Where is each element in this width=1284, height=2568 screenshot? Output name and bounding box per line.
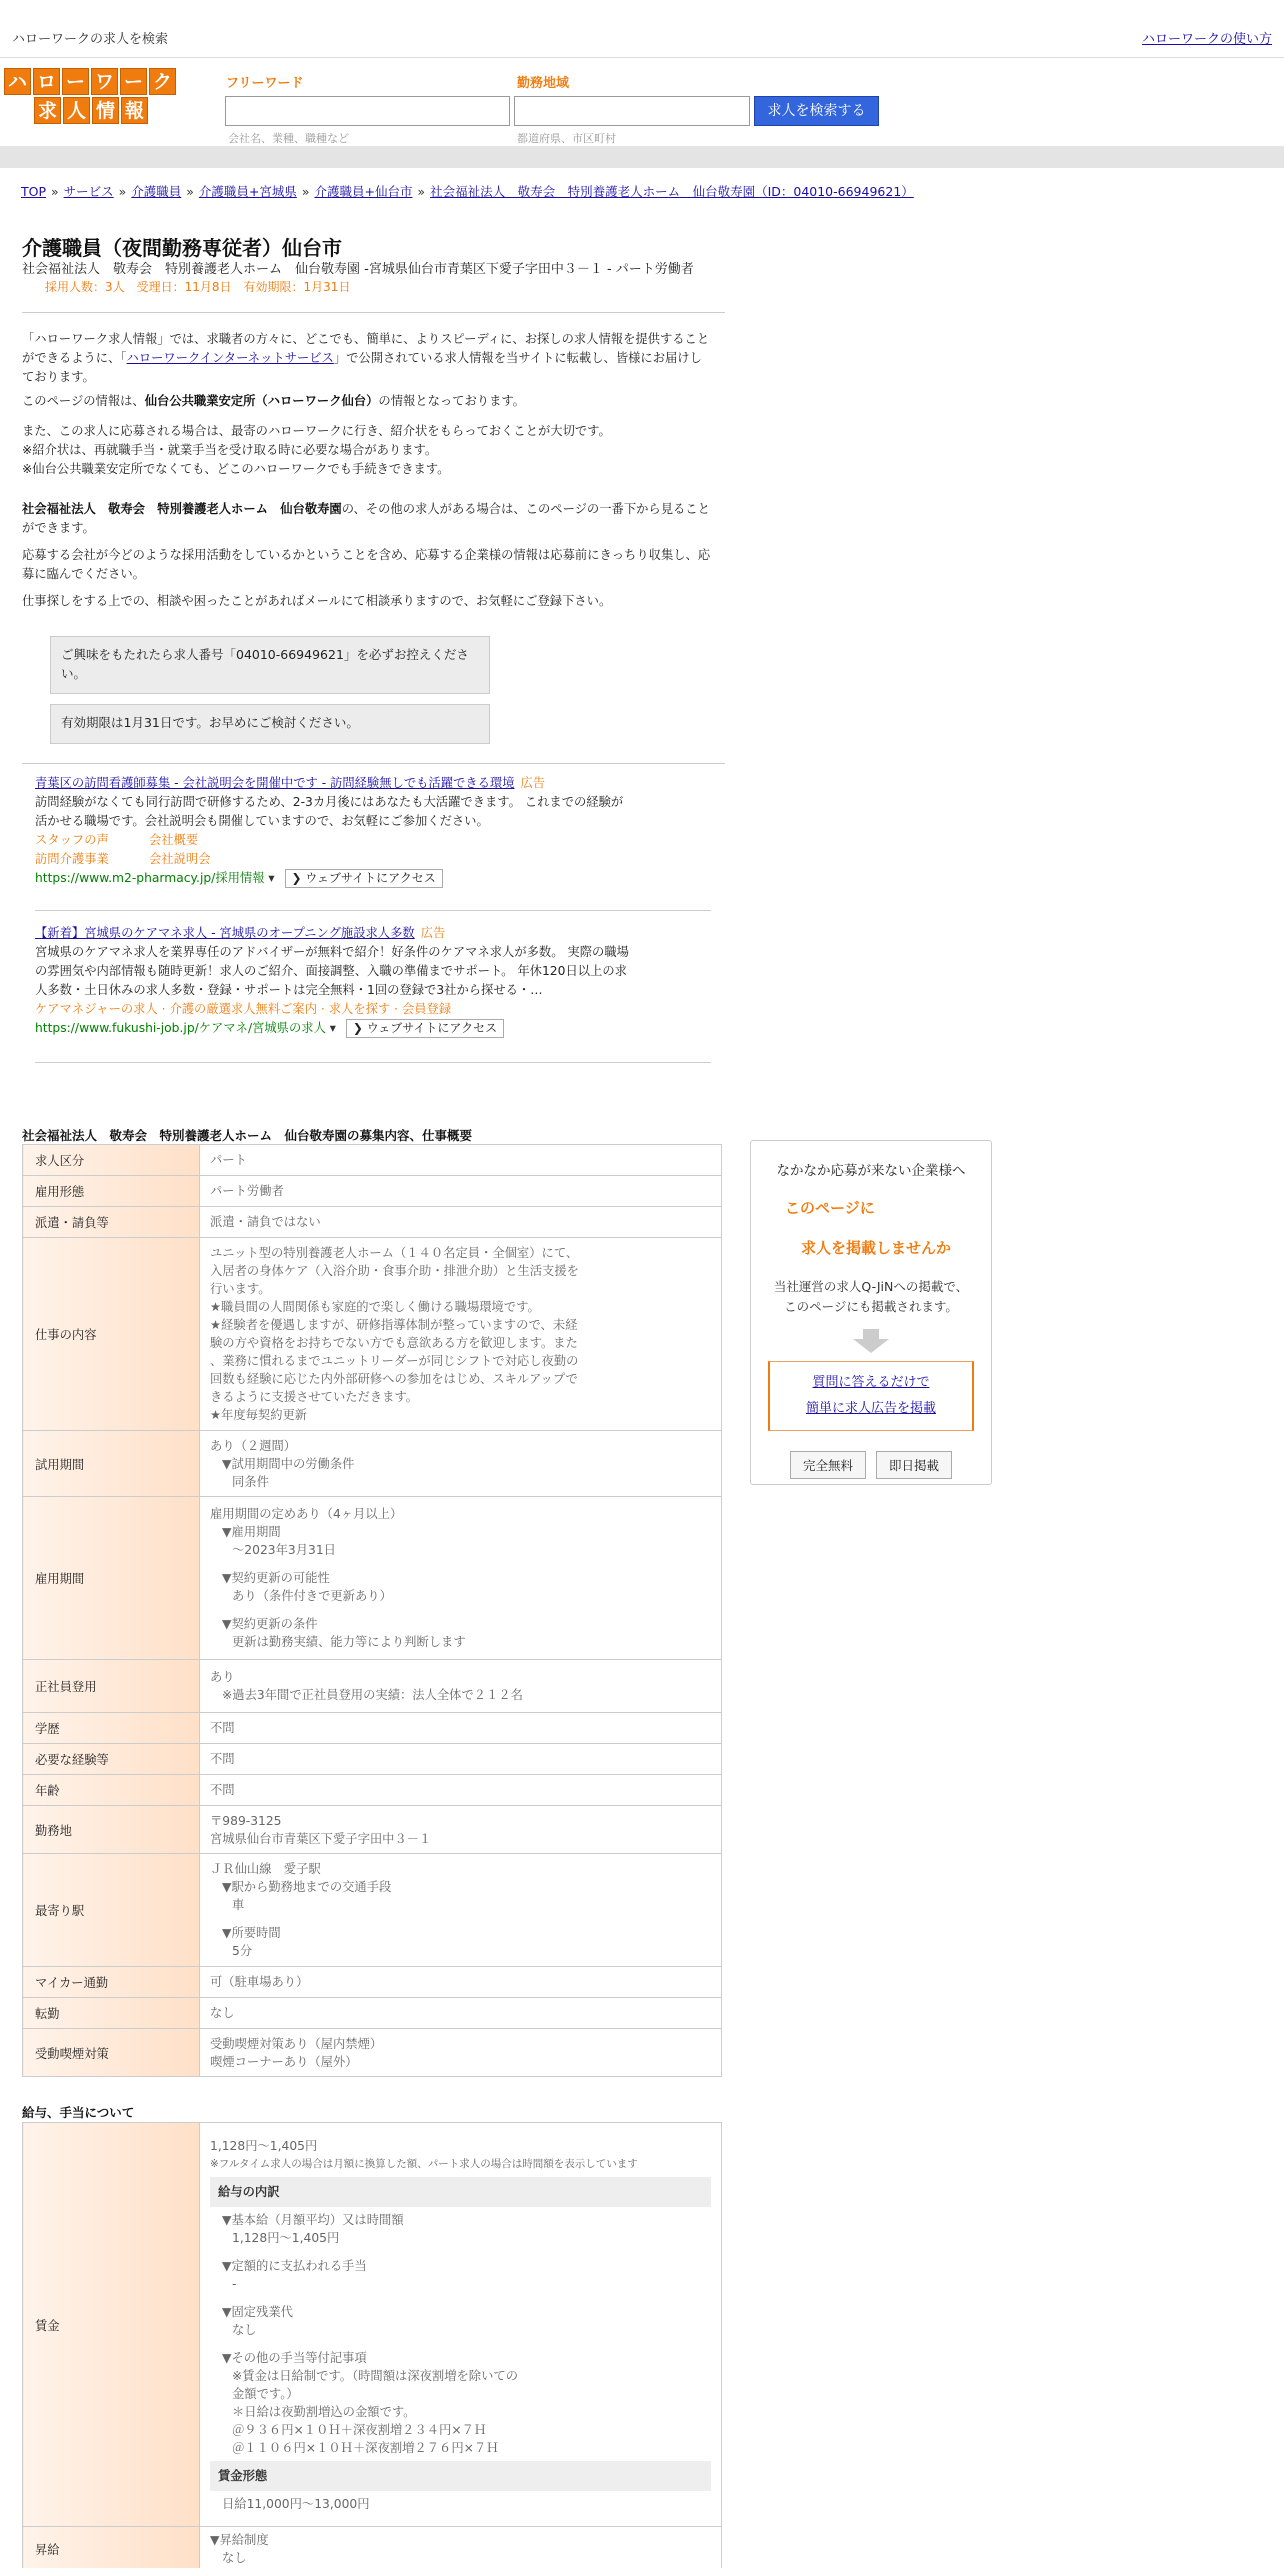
recruit-ad-panel: [750, 1140, 992, 1485]
text-line: ▼固定残業代: [222, 2304, 293, 2319]
table-row: [23, 2527, 722, 2568]
table-row: [23, 1176, 722, 1207]
table-row: [23, 1744, 722, 1775]
text-line: ★職員間の人間関係も家庭的で楽しく働ける職場環境です。: [210, 1300, 540, 1314]
row-value: 不問: [200, 1775, 722, 1806]
row-label: 転勤: [23, 1998, 200, 2029]
intro-text: このページの情報は、: [22, 394, 145, 408]
table-row: [23, 1854, 722, 1967]
table-row: [23, 1660, 722, 1713]
text-line: ▼試用期間中の労働条件: [222, 1456, 355, 1471]
text-line: ★年度毎契約更新: [210, 1408, 308, 1422]
row-label: 年齢: [23, 1775, 200, 1806]
text-line: 〜2023年3月31日: [232, 1543, 336, 1557]
logo-char: ロ: [33, 68, 60, 95]
row-value: 不問: [200, 1744, 722, 1775]
row-value: 派遣・請負ではない: [200, 1207, 722, 1238]
table-row: [23, 1497, 722, 1660]
post-job-link[interactable]: 質問に答えるだけで: [812, 1375, 930, 1390]
breadcrumb-link[interactable]: 介護職員: [131, 184, 182, 199]
text-line: 車: [232, 1898, 245, 1912]
ad-body: 宮城県のケアマネ求人を業界専任のアドバイザーが無料で紹介！好条件のケアマネ求人が多数。 実際の職場の雰囲気や内部情報も随時更新！求人のご紹介、面接調整、入職の準備までサポート。 年休120日以上の求人多数・土日休みの求人多数・登録・サポートは完全無料・1回の登録で3社から探せる・…: [35, 945, 629, 997]
site-tagline: ハローワークの求人を検索: [12, 32, 169, 47]
ad-title-link[interactable]: 青葉区の訪問看護師募集 - 会社説明会を開催中です - 訪問経験無しでも活躍できる環境: [35, 776, 515, 790]
panel-description: [751, 1277, 991, 1317]
down-arrow-icon: [853, 1329, 889, 1353]
text-line: 日給11,000円〜13,000円: [222, 2496, 370, 2511]
table-row: [23, 2123, 722, 2527]
breadcrumb: TOP » サービス » 介護職員 » 介護職員+宮城県 » 介護職員+仙台市 » 社会福祉法人 敬寿会 特別養護老人ホーム 仙台敬寿園（ID：04010-66949621）: [21, 184, 914, 199]
office-name: 仙台公共職業安定所（ハローワーク仙台）: [144, 394, 379, 408]
text-line: ▼所要時間: [222, 1926, 281, 1940]
expiry-notice: 有効期限は1月31日です。お早めにご検討ください。: [50, 704, 490, 744]
panel-catch: 求人を掲載しませんか: [801, 1239, 952, 1257]
row-label: 仕事の内容: [23, 1238, 200, 1431]
text-line: 喫煙コーナーあり（屋外）: [210, 2054, 358, 2069]
logo-char: 人: [63, 97, 90, 124]
source-paragraph: [22, 392, 712, 411]
visit-website-button[interactable]: ❯ ウェブサイトにアクセス: [346, 1019, 504, 1038]
visit-website-button[interactable]: ❯ ウェブサイトにアクセス: [285, 869, 443, 888]
text-line: ＪＲ仙山線 愛子駅: [210, 1862, 321, 1876]
text-line: ▼契約更新の可能性: [222, 1571, 330, 1585]
ad-block: 【新着】宮城県のケアマネ求人 - 宮城県のオープニング施設求人多数 広告 宮城県のケアマネ求人を業界専任のアドバイザーが無料で紹介！好条件のケアマネ求人が多数。 実際の職場の雰囲気や内部情報も随時更新！求人のご紹介、面接調整、入職の準備までサポート。 年休120日以上の求人多数・土日休みの求人多数・登録・サポートは完全無料・1回の登録で3社から探せる・… ケアマネジャーの求人 · 介護の厳選求人無料ご案内 · 求人を探す · 会員登録 https://www.fukushi-job.jp/ケアマネ/宮城県の求人 ▾ ❯ ウェブサイトにアクセス: [35, 924, 635, 1038]
row-value: パート労働者: [200, 1176, 722, 1207]
breadcrumb-link[interactable]: サービス: [63, 184, 114, 199]
row-label: 求人区分: [23, 1145, 200, 1176]
salary-breakdown-heading: 給与の内訳: [210, 2177, 711, 2207]
breadcrumb-current[interactable]: 社会福祉法人 敬寿会 特別養護老人ホーム 仙台敬寿園（ID：04010-66949621）: [430, 184, 914, 199]
text-line: 同条件: [232, 1474, 269, 1489]
row-value: パート: [200, 1145, 722, 1176]
salary-note: ※フルタイム求人の場合は月額に換算した額、パート求人の場合は時間額を表示しています: [210, 2157, 638, 2170]
post-job-link[interactable]: 簡単に求人広告を掲載: [805, 1401, 936, 1416]
job-overview-table: [22, 1144, 722, 2077]
table-row: [23, 1145, 722, 1176]
text-line: 回数も経験に応じた内外部研修への参加をはじめ、スキルアップで: [210, 1372, 578, 1386]
row-label: 派遣・請負等: [23, 1207, 200, 1238]
text-line: ▼定額的に支払われる手当: [222, 2258, 367, 2273]
area-hint: 都道府県、市区町村: [517, 132, 616, 145]
logo-char: ハ: [4, 68, 31, 95]
logo-char: ー: [62, 68, 89, 95]
text-line: ★経験者を優遇しますが、研修指導体制が整っていますので、未経: [210, 1318, 578, 1332]
ad-block: 青葉区の訪問看護師募集 - 会社説明会を開催中です - 訪問経験無しでも活躍できる環境 広告 訪問経験がなくても同行訪問で研修するため、2-3カ月後にはあなたも大活躍できます。 これまでの経験が活かせる職場です。会社説明会も開催していますので、お気軽にご参加ください。 スタッフの声 会社概要 訪問介護事業 会社説明会 https://www.m2-pharmacy.jp/採用情報 ▾ ❯ ウェブサイトにアクセス: [35, 774, 635, 888]
row-value: [200, 1431, 722, 1497]
top-bar: [0, 0, 1284, 58]
row-label: 受動喫煙対策: [23, 2029, 200, 2077]
table-row: [23, 2029, 722, 2077]
table-row: [23, 1775, 722, 1806]
freeword-label: フリーワード: [226, 76, 304, 91]
divider: [35, 1062, 711, 1063]
text-line: 験の方や資格をお持ちでない方でも意欲ある方を歓迎します。また: [210, 1336, 578, 1350]
freeword-input[interactable]: [225, 96, 510, 126]
text-line: ▼昇給制度: [210, 2533, 269, 2547]
text-line: ユニット型の特別養護老人ホーム（１４０名定員・全個室）にて、: [210, 1246, 579, 1260]
ad-sitelink[interactable]: スタッフの声: [35, 833, 109, 847]
help-link[interactable]: ハローワークの使い方: [1141, 32, 1272, 47]
divider: [22, 312, 725, 313]
intro-paragraph: [22, 330, 712, 387]
intro-text: の情報となっております。: [378, 394, 525, 408]
salary-title: 給与、手当について: [22, 2105, 135, 2120]
header-divider: [0, 146, 1284, 168]
text-line: きるように支援させていただきます。: [210, 1390, 419, 1404]
panel-heading: なかなか応募が来ない企業様へ: [776, 1163, 966, 1179]
table-row: [23, 1713, 722, 1744]
job-meta: 採用人数：3人 受理日：11月8日 有効期限：1月31日: [45, 280, 351, 294]
post-job-cta: [768, 1361, 974, 1431]
text-line: あり（条件付きで更新あり）: [232, 1589, 392, 1603]
ad-sitelink[interactable]: 会社概要: [149, 833, 199, 847]
row-label: 賃金: [23, 2123, 200, 2527]
other-jobs-paragraph: [22, 500, 712, 538]
row-value: [200, 2123, 722, 2527]
search-button[interactable]: 求人を検索する: [754, 96, 879, 126]
intro-text: 」で公開されている求人情報を当サイトに転載し、皆様にお届けしております。: [22, 351, 702, 384]
row-value: [200, 1660, 722, 1713]
job-subtitle: 社会福祉法人 敬寿会 特別養護老人ホーム 仙台敬寿園 -宮城県仙台市青葉区下愛子字田中３－１ - パート労働者: [22, 262, 694, 277]
row-label: マイカー通勤: [23, 1967, 200, 1998]
row-label: 勤務地: [23, 1806, 200, 1854]
logo-char: ー: [120, 68, 147, 95]
text-line: 更新は勤務実績、能力等により判断します: [232, 1635, 466, 1649]
company-name: 社会福祉法人 敬寿会 特別養護老人ホーム 仙台敬寿園: [22, 502, 342, 516]
search-header: [0, 58, 1284, 146]
logo-char: 求: [34, 97, 61, 124]
text-line: このページにも掲載されます。: [784, 1299, 958, 1314]
text-line: 入居者の身体ケア（入浴介助・食事介助・排泄介助）と生活支援を: [210, 1264, 579, 1278]
text-line: 宮城県仙台市青葉区下愛子字田中３－１: [210, 1831, 432, 1846]
breadcrumb-link[interactable]: 介護職員+宮城県: [198, 184, 297, 199]
logo-char: ワ: [91, 68, 118, 95]
row-value: なし: [200, 1998, 722, 2029]
logo-char: 報: [121, 97, 148, 124]
row-label: 試用期間: [23, 1431, 200, 1497]
panel-catch: このページに: [785, 1199, 875, 1217]
row-label: 最寄り駅: [23, 1854, 200, 1967]
ad-url[interactable]: https://www.m2-pharmacy.jp/採用情報: [35, 871, 265, 885]
row-label: 必要な経験等: [23, 1744, 200, 1775]
hellowork-internet-link[interactable]: ハローワークインターネットサービス: [126, 351, 334, 365]
ad-title-link[interactable]: 【新着】宮城県のケアマネ求人 - 宮城県のオープニング施設求人多数: [35, 926, 415, 940]
table-row: [23, 1431, 722, 1497]
page-title: 介護職員（夜間勤務専従者）仙台市: [22, 236, 342, 260]
table-row: [23, 1806, 722, 1854]
row-value: [200, 1854, 722, 1967]
table-row: [23, 1967, 722, 1998]
advice-paragraph: 応募する会社が今どのような採用活動をしているかということを含め、応募する企業様の情報は応募前にきっちり収集し、応募に臨んでください。: [22, 548, 711, 581]
same-day-badge-button[interactable]: 即日掲載: [876, 1451, 952, 1479]
intro-text: また、この求人に応募される場合は、最寄のハローワークに行き、紹介状をもらっておくことが大切です。: [22, 424, 611, 438]
row-value: [200, 2527, 722, 2568]
freeword-hint: 会社名、業種、職種など: [228, 132, 349, 145]
text-line: ▼雇用期間: [222, 1525, 281, 1539]
row-value: [200, 2029, 722, 2077]
breadcrumb-link[interactable]: 介護職員+仙台市: [314, 184, 413, 199]
text-line: 5分: [232, 1944, 253, 1958]
area-label: 勤務地域: [517, 76, 570, 91]
consult-paragraph: 仕事探しをする上での、相談や困ったことがあればメールにて相談承りますので、お気軽にご登録下さい。: [22, 594, 612, 608]
ad-sitelinks: [35, 850, 635, 869]
row-value: [200, 1238, 722, 1431]
row-label: 正社員登用: [23, 1660, 200, 1713]
text-line: ※賃金は日給制です。（時間額は深夜割増を除いての: [232, 2368, 518, 2383]
logo-char: ク: [149, 68, 176, 95]
area-input[interactable]: [514, 96, 750, 126]
text-line: なし: [232, 2322, 257, 2337]
referral-paragraph: [22, 422, 712, 479]
text-line: -: [232, 2276, 237, 2291]
row-value: [200, 1497, 722, 1660]
breadcrumb-link[interactable]: TOP: [21, 184, 47, 199]
table-row: [23, 1998, 722, 2029]
text-line: ▼駅から勤務地までの交通手段: [222, 1880, 392, 1894]
text-line: ＊日給は夜勤割増込の金額です。: [232, 2404, 416, 2419]
text-line: 受動喫煙対策あり（屋内禁煙）: [210, 2036, 383, 2051]
text-line: ＠１１０６円×１０Ｈ＋深夜割増２７６円×７Ｈ: [232, 2440, 499, 2455]
text-line: ▼基本給（月額平均）又は時間額: [222, 2212, 404, 2227]
text-line: 、業務に慣れるまでユニットリーダーが同じシフトで対応し夜勤の: [210, 1354, 579, 1368]
row-label: 学歴: [23, 1713, 200, 1744]
text-line: ※過去3年間で正社員登用の実績：法人全体で２１２名: [222, 1688, 523, 1702]
text-line: 行います。: [210, 1282, 271, 1296]
job-number-notice: ご興味をもたれたら求人番号「04010-66949621」を必ずお控えください。: [50, 636, 490, 694]
ad-sitelinks[interactable]: ケアマネジャーの求人 · 介護の厳選求人無料ご案内 · 求人を探す · 会員登録: [35, 1002, 452, 1016]
ad-tag: 広告: [520, 776, 546, 790]
divider: [35, 910, 711, 911]
text-line: あり（２週間）: [210, 1438, 297, 1453]
ad-tag: 広告: [420, 926, 446, 940]
row-label: 昇給: [23, 2527, 200, 2568]
text-line: 当社運営の求人Q-JiNへの掲載で、: [773, 1279, 969, 1294]
hellowork-logo[interactable]: [4, 68, 180, 126]
text-line: なし: [222, 2551, 247, 2565]
divider: [22, 763, 725, 764]
text-line: 金額です。）: [232, 2386, 299, 2401]
table-row: [23, 1238, 722, 1431]
ad-body: 訪問経験がなくても同行訪問で研修するため、2-3カ月後にはあなたも大活躍できます。 これまでの経験が活かせる職場です。会社説明会も開催していますので、お気軽にご参加ください。: [35, 795, 624, 828]
salary-table: [22, 2122, 722, 2568]
text-line: 雇用期間の定めあり（4ヶ月以上）: [210, 1507, 403, 1521]
logo-char: 情: [92, 97, 119, 124]
text-line: ▼契約更新の条件: [222, 1617, 318, 1631]
text-line: ＠９３６円×１０Ｈ＋深夜割増２３４円×７Ｈ: [232, 2422, 487, 2437]
ad-url[interactable]: https://www.fukushi-job.jp/ケアマネ/宮城県の求人: [35, 1021, 326, 1035]
table-row: [23, 1207, 722, 1238]
intro-text: ※仙台公共職業安定所でなくても、どこのハローワークでも手続きできます。: [22, 462, 450, 476]
row-value: 不問: [200, 1713, 722, 1744]
intro-text: ※紹介状は、再就職手当・就業手当を受け取る時に必要な場合があります。: [22, 443, 438, 457]
wage-type-heading: 賃金形態: [210, 2461, 711, 2491]
text-line: 1,128円〜1,405円: [210, 2138, 318, 2153]
overview-title: 社会福祉法人 敬寿会 特別養護老人ホーム 仙台敬寿園の募集内容、仕事概要: [22, 1128, 473, 1143]
ad-sitelinks: [35, 831, 635, 850]
ad-sitelink[interactable]: 訪問介護事業: [35, 852, 109, 866]
free-badge-button[interactable]: 完全無料: [790, 1451, 866, 1479]
text-line: 〒989-3125: [210, 1813, 282, 1828]
row-value: 可（駐車場あり）: [200, 1967, 722, 1998]
row-value: [200, 1806, 722, 1854]
intro-text: 「ハローワーク求人情報」では、求職者の方々に、どこでも、簡単に、よりスピーディに、お探しの求人情報を提供することができるように、「: [22, 332, 710, 365]
ad-sitelink[interactable]: 会社説明会: [149, 852, 211, 866]
row-label: 雇用形態: [23, 1176, 200, 1207]
text-line: 1,128円〜1,405円: [232, 2230, 340, 2245]
intro-text: の、その他の求人がある場合は、このページの一番下から見ることができます。: [22, 502, 710, 535]
row-label: 雇用期間: [23, 1497, 200, 1660]
text-line: あり: [210, 1670, 235, 1684]
text-line: ▼その他の手当等付記事項: [222, 2350, 367, 2365]
